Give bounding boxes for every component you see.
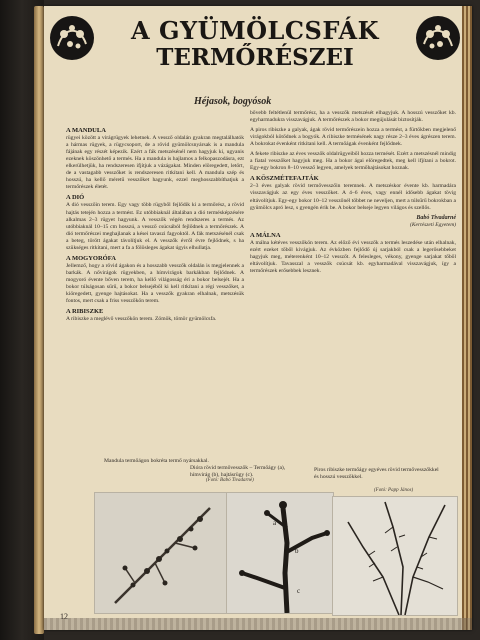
section-body: Jellemző, hogy a rövid ágakon és a hosszabb vesszők oldalán is megjelennek a barkák. A nővirágok rügyekben, a hímvirágok barkákban fejlődnek. A mogyoró évente bőven terem, ha kellő világosság éri a bokor belsejét. Ha a bokor túlságosan sűrű, a bokor belsejéből ki kell ritkítani a régi vesszőket, a kiöregedett, gyenge hajtásokat. Ha a vesszők gyakran elhalnak, metszésük fontos, mert csak a friss vesszőkön terem. [66,262,244,305]
section-heading: A RIBISZKE [66,308,104,316]
figure-label-c: c [297,587,301,595]
section-body: A fekete ribiszke az éves vesszők oldalrügyeiből hozza termését. Ezért a metszésnél mindig a fiatal vesszőket hagyjuk meg. Ha a bokor ágai elöregedtek, meg kell ifjítani a bokrot. Egy-egy bokron 8–10 vessző legyen, amelyek termőhajtásokat hoznak. [250,151,456,172]
vine-ornament-left-icon [50,16,94,60]
magazine-page [44,6,472,630]
section-body: A málna kétéves vesszőkön terem. Az előző évi vesszők a termés leszedése után elhalnak, ezért ezeket tőből kivágjuk. Az évközben fejlődő új sarjakból csak a legerősebbeket hagyjuk meg, méterenként 10–12 vesszőt. A felesleges, vékony, gyenge sarjakat tőből eltávolítjuk. Tavasszal a vesszők csúcsát kb. egyharmadával visszavágjuk, így a termőrészek erősebbek lesznek. [250,239,456,274]
currant-branch-photo [332,496,458,616]
author-signature: Babó Tivadarné [416,214,456,221]
article-title-line1: A GYÜMÖLCSFÁK [131,16,379,45]
figure-label-b: b [295,547,299,555]
section-body: rügyei között a virágrügyek lehetnek. A vessző oldalán gyakran megtalálhatók a hármas rügyek, a rügycsoport, de a rövid gyümölcsnyársak is a mandula fájának egy részét képezik. Ezért a fák metszésénél nem hagyjuk ki, ugyanis ezeknek köszönhető a termés. Ha a mandula is hajlamos a felkopaszodásra, ezt elkerülhetjük, ha rendszeresen ifjítjuk a vázágakat. Minden elöregedett, letört, de a vastagabb vesszőket is rendszeresen ritkítani kell. A mandula szép és hosszú, ha kellő méretű vesszőket hagyunk, ezzel meghosszabbíthatjuk a termőrészek életét. [66,135,244,191]
article-subtitle: Héjasok, bogyósok [194,96,272,107]
page-side-stripe [462,6,472,630]
section-body: A ribiszke a meglévő vesszőkön terem. Zömök, tömör gyümölcsfa. [66,316,217,323]
section-body: A dió vesszőin terem. Egy vagy több rügyből fejlődik ki a termőrész, a rövid hajtás tetején hozza a termést. Ez utóbbiaknál általában a dió termésképzésére alkalmas 2–3 rügyet hagyunk. A vesszők végén rendszeres a termés. Az utóbbiaknál 10–15 cm hosszú, a vessző csúcsából fejlődnek a termőrészek. A dió termőrészei meghajlanak a kései tavaszi fagyoktól. A fák metszésénél csak a beteg, törött ágakat távolítjuk el. A vesszők évről évre fejlődnek, s ha szükséges ritkítani, mert a fa a fölösleges ágakat úgyis elhullatja. [66,202,244,251]
author-affiliation: (Kertészeti Egyetem) [410,221,456,228]
section-heading: A DIÓ [66,194,85,202]
section-heading: A MÁLNA [250,231,281,239]
section-body: 2–3 éves galyak rövid termővesszőin teremnek. A metszéskor évente kb. harmadára visszavágjuk az egy éves vesszőket. A 4–6 éves, vagy ennél idősebb ágakat tövig eltávolítjuk. Egy-egy bokor 10–12 vesszőnél többet ne neveljen, mert a túlsűrű bokrokban a gyümölcs apró lesz, s gyengén érik be. A bokor belseje legyen világos és szellős. [250,183,456,211]
page-number: 12 [60,612,68,621]
figure-caption-2: Dióra rövid termővesszők – Termőágy (a), hímvirág (b), hajtásrügy (c). [190,465,286,478]
section-body: A piros ribiszke a galyak, ágak rövid termőrészein hozza a termést, a fürtökben megjelenő virágokból kötődnek a bogyók. A ribiszke termésének nagy része 2–3 éves ágrészen terem. A bokrokat évenként ritkítani kell. A termőágak évenként fejlődnek. [250,127,456,148]
vine-ornament-right-icon [416,16,460,60]
photo-credit-1: (Fotó: Babó Tivadarné) [206,478,254,483]
figure-caption-3: Piros ribiszke termőágy egyéves rövid termővesszőkkel és hosszú vesszőkkel. [314,467,439,480]
section-heading: A KÖSZMÉTEFAJTÁK [250,175,319,183]
left-text-column [66,124,244,459]
article-title-line2: TERMŐRÉSZEI [156,44,354,71]
page-edge [34,6,44,634]
figure-label-a: a [273,519,277,527]
bottom-page-strip [44,618,472,630]
photo-credit-3: (Fotó: Papp János) [374,488,414,493]
right-text-column [250,110,456,446]
walnut-branch-photo [226,492,334,614]
section-heading: A MOGYORÓFA [66,254,116,262]
almond-branch-photo [94,492,228,614]
section-body: bővebb feltétlenül termőrész, ha a vesszők metszését elhagyjuk. A hosszú vesszőket kb. egyharmadukra visszavágjuk. A termőrészek a bokor megújulását biztosítják. [250,110,456,124]
figure-caption-1: Mandula termőágon bokréta termő nyársakkal. [104,458,209,464]
section-heading: A MANDULA [66,127,106,134]
